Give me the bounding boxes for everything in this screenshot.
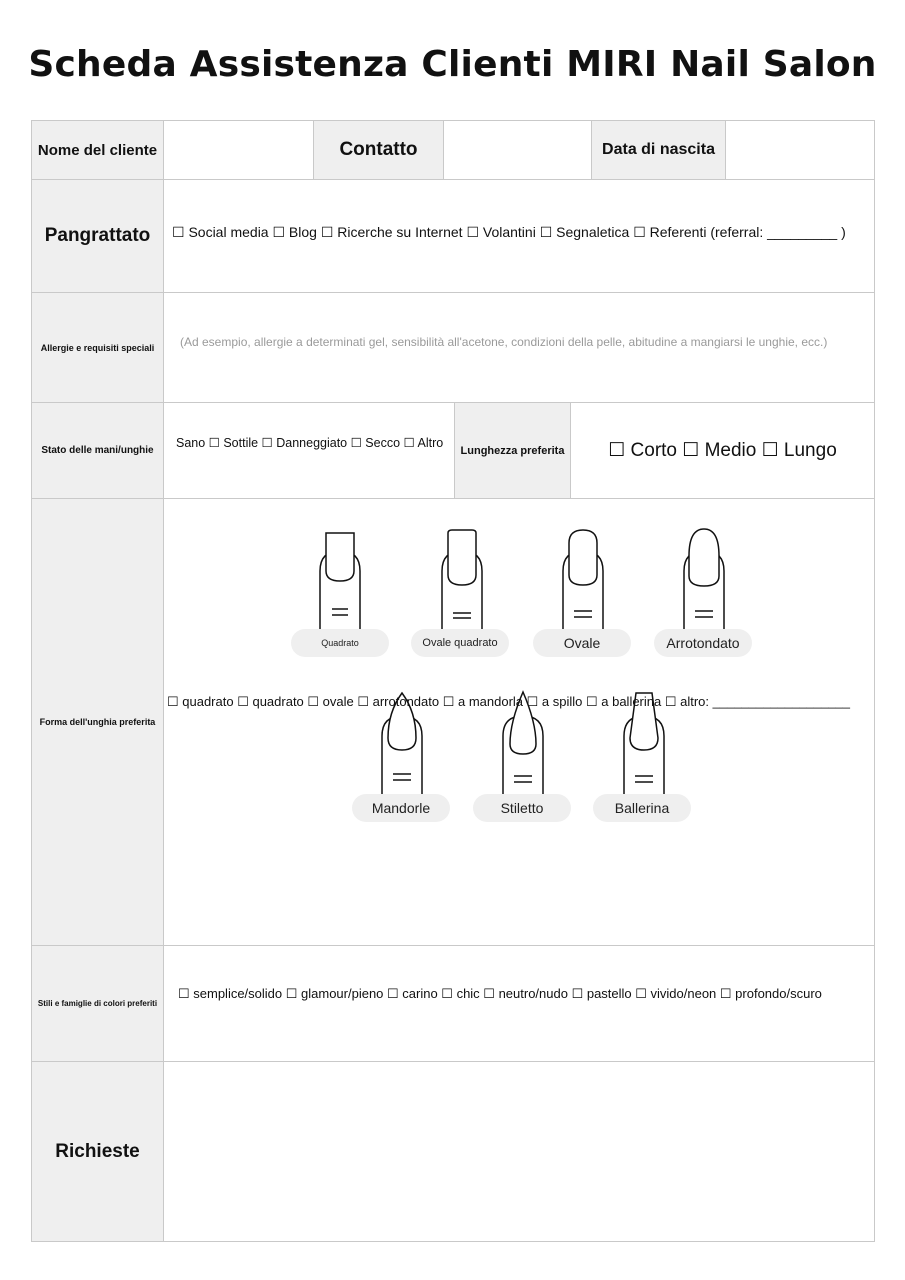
birth-label: Data di nascita (602, 141, 715, 158)
condition-label: Stato delle mani/unghie (41, 445, 154, 456)
requests-label-cell (31, 1061, 164, 1242)
condition-label-cell (31, 402, 164, 499)
contact-label: Contatto (339, 139, 418, 160)
styles-options: ☐ semplice/solido ☐ glamour/pieno ☐ carino ☐ chic ☐ neutro/nudo ☐ pastello ☐ vivido/neon ☐ profondo/scuro (178, 986, 822, 1001)
contact-field[interactable] (443, 120, 592, 180)
source-options-cell[interactable] (163, 179, 875, 293)
nail-label-ballerina: Ballerina (593, 794, 691, 822)
client-name-field[interactable] (163, 120, 314, 180)
source-options: ☐ Social media ☐ Blog ☐ Ricerche su Internet ☐ Volantini ☐ Segnaletica ☐ Referenti (referral: _________ ) (172, 223, 846, 240)
shape-label: Forma dell'unghia preferita (39, 717, 156, 727)
nail-label-oval: Ovale (533, 629, 631, 657)
allergies-label: Allergie e requisiti speciali (40, 342, 155, 353)
source-label-cell (31, 179, 164, 293)
birth-field[interactable] (725, 120, 875, 180)
nail-label-round: Arrotondato (654, 629, 752, 657)
nail-square-icon (318, 531, 362, 629)
length-options-cell[interactable] (570, 402, 875, 499)
shape-label-cell (31, 498, 164, 946)
shape-options: ☐ quadrato ☐ quadrato ☐ ovale ☐ arrotondato ☐ a mandorla ☐ a spillo ☐ a ballerina ☐ altro: ___________________ (167, 694, 850, 709)
nail-label-square: Quadrato (291, 629, 389, 657)
condition-options-cell[interactable] (163, 402, 455, 499)
nail-label-stiletto: Stiletto (473, 794, 571, 822)
styles-label-cell (31, 945, 164, 1062)
client-name-label-cell (31, 120, 164, 180)
source-label: Pangrattato (44, 225, 151, 246)
condition-options: Sano ☐ Sottile ☐ Danneggiato ☐ Secco ☐ Altro (176, 436, 444, 450)
nail-label-squoval: Ovale quadrato (411, 629, 509, 657)
nail-round-icon (682, 528, 726, 629)
length-options: ☐ Corto ☐ Medio ☐ Lungo (608, 440, 837, 461)
allergies-placeholder: (Ad esempio, allergie a determinati gel, sensibilità all'acetone, condizioni della pelle, abitudine a mangiarsi le unghie, ecc.) (180, 334, 828, 349)
requests-field[interactable] (163, 1061, 875, 1242)
length-label-cell (454, 402, 571, 499)
birth-label-cell (591, 120, 726, 180)
styles-options-cell[interactable] (163, 945, 875, 1062)
page-title: Scheda Assistenza Clienti MIRI Nail Salon (28, 44, 877, 85)
styles-label: Stili e famiglie di colori preferiti (37, 999, 158, 1008)
nail-oval-icon (561, 529, 605, 629)
nail-label-almond: Mandorle (352, 794, 450, 822)
contact-label-cell (313, 120, 444, 180)
allergies-label-cell (31, 292, 164, 403)
requests-label: Richieste (55, 1140, 140, 1162)
length-label: Lunghezza preferita (460, 444, 565, 457)
client-name-label: Nome del cliente (37, 141, 158, 159)
nail-squoval-icon (440, 529, 484, 629)
allergies-field[interactable] (163, 292, 875, 403)
